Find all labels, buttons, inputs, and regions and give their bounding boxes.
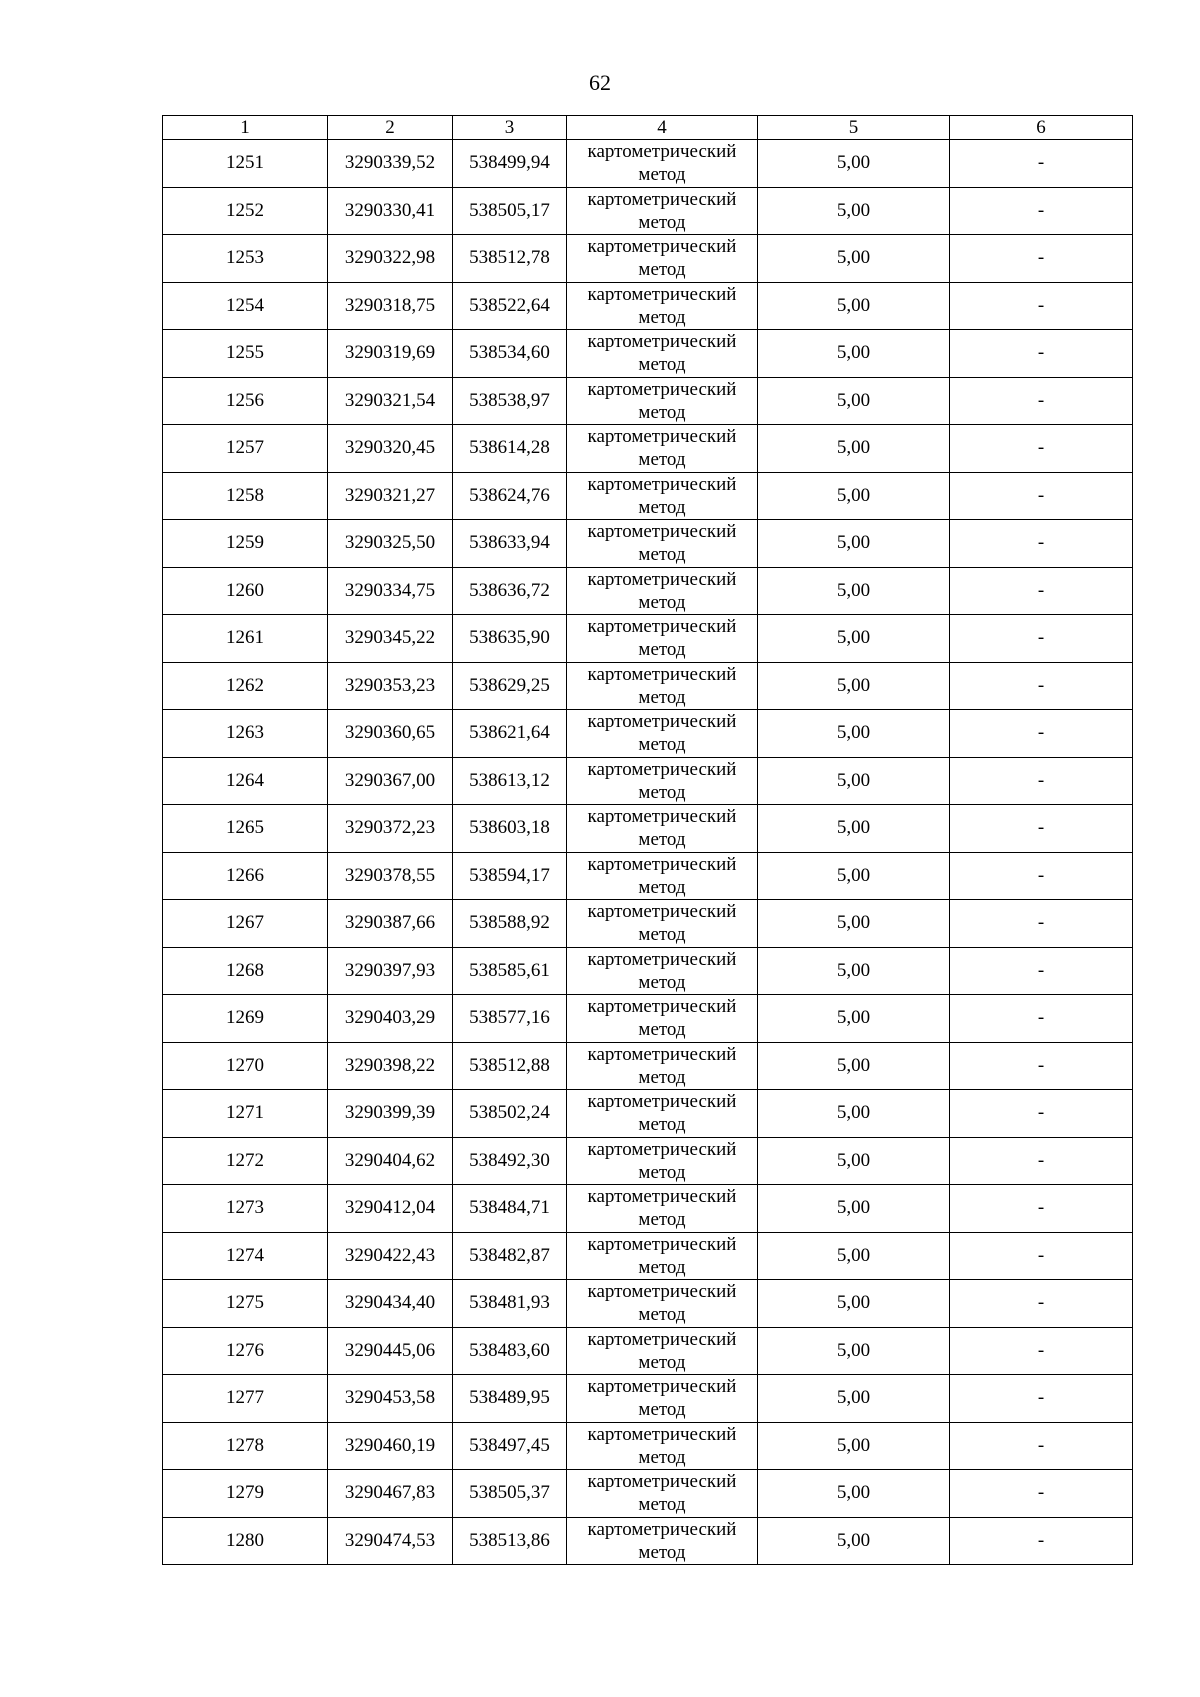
cell-note: - bbox=[950, 1375, 1133, 1423]
table-row bbox=[163, 710, 1133, 758]
table-row bbox=[163, 1042, 1133, 1090]
cell-point-number: 1260 bbox=[163, 567, 328, 615]
cell-coordinate-x: 3290378,55 bbox=[328, 852, 453, 900]
cell-point-number: 1257 bbox=[163, 425, 328, 473]
cell-note: - bbox=[950, 187, 1133, 235]
cell-method bbox=[567, 187, 758, 235]
cell-accuracy: 5,00 bbox=[758, 567, 950, 615]
cell-note: - bbox=[950, 852, 1133, 900]
method-line-1: картометрический bbox=[587, 236, 737, 258]
cell-method bbox=[567, 757, 758, 805]
method-line-2: метод bbox=[638, 1209, 686, 1231]
cell-note: - bbox=[950, 757, 1133, 805]
method-line-1: картометрический bbox=[587, 283, 737, 305]
cell-method bbox=[567, 1327, 758, 1375]
method-line-1: картометрический bbox=[587, 1233, 737, 1255]
cell-note: - bbox=[950, 425, 1133, 473]
cell-method bbox=[567, 425, 758, 473]
cell-method bbox=[567, 1517, 758, 1565]
method-line-1: картометрический bbox=[587, 521, 737, 543]
method-line-2: метод bbox=[638, 496, 686, 518]
table-row bbox=[163, 1470, 1133, 1518]
cell-coordinate-y: 538502,24 bbox=[453, 1090, 567, 1138]
cell-point-number: 1253 bbox=[163, 235, 328, 283]
cell-method bbox=[567, 330, 758, 378]
cell-accuracy: 5,00 bbox=[758, 1375, 950, 1423]
method-line-2: метод bbox=[638, 259, 686, 281]
cell-point-number: 1272 bbox=[163, 1137, 328, 1185]
cell-coordinate-x: 3290412,04 bbox=[328, 1185, 453, 1233]
cell-note: - bbox=[950, 1517, 1133, 1565]
cell-note: - bbox=[950, 1042, 1133, 1090]
cell-accuracy: 5,00 bbox=[758, 995, 950, 1043]
table-row bbox=[163, 805, 1133, 853]
method-line-2: метод bbox=[638, 1399, 686, 1421]
method-line-2: метод bbox=[638, 1066, 686, 1088]
table-row bbox=[163, 282, 1133, 330]
cell-point-number: 1256 bbox=[163, 377, 328, 425]
table-row bbox=[163, 1232, 1133, 1280]
cell-note: - bbox=[950, 1327, 1133, 1375]
cell-method bbox=[567, 1422, 758, 1470]
method-line-1: картометрический bbox=[587, 901, 737, 923]
cell-coordinate-y: 538538,97 bbox=[453, 377, 567, 425]
cell-note: - bbox=[950, 1470, 1133, 1518]
cell-accuracy: 5,00 bbox=[758, 187, 950, 235]
cell-point-number: 1268 bbox=[163, 947, 328, 995]
cell-note: - bbox=[950, 710, 1133, 758]
cell-coordinate-y: 538594,17 bbox=[453, 852, 567, 900]
method-line-2: метод bbox=[638, 1114, 686, 1136]
cell-method bbox=[567, 1185, 758, 1233]
table-row bbox=[163, 662, 1133, 710]
method-line-2: метод bbox=[638, 639, 686, 661]
cell-coordinate-x: 3290467,83 bbox=[328, 1470, 453, 1518]
cell-point-number: 1265 bbox=[163, 805, 328, 853]
cell-point-number: 1267 bbox=[163, 900, 328, 948]
method-line-2: метод bbox=[638, 449, 686, 471]
cell-coordinate-y: 538633,94 bbox=[453, 520, 567, 568]
method-line-1: картометрический bbox=[587, 1518, 737, 1540]
cell-coordinate-y: 538505,37 bbox=[453, 1470, 567, 1518]
method-line-2: метод bbox=[638, 591, 686, 613]
table-row bbox=[163, 995, 1133, 1043]
method-line-1: картометрический bbox=[587, 1186, 737, 1208]
table-row bbox=[163, 1375, 1133, 1423]
cell-point-number: 1273 bbox=[163, 1185, 328, 1233]
cell-accuracy: 5,00 bbox=[758, 900, 950, 948]
cell-coordinate-x: 3290353,23 bbox=[328, 662, 453, 710]
cell-point-number: 1278 bbox=[163, 1422, 328, 1470]
method-line-2: метод bbox=[638, 1446, 686, 1468]
cell-coordinate-x: 3290404,62 bbox=[328, 1137, 453, 1185]
table-row bbox=[163, 520, 1133, 568]
cell-point-number: 1263 bbox=[163, 710, 328, 758]
cell-accuracy: 5,00 bbox=[758, 425, 950, 473]
cell-accuracy: 5,00 bbox=[758, 282, 950, 330]
cell-coordinate-y: 538603,18 bbox=[453, 805, 567, 853]
method-line-1: картометрический bbox=[587, 331, 737, 353]
cell-coordinate-y: 538497,45 bbox=[453, 1422, 567, 1470]
cell-accuracy: 5,00 bbox=[758, 1280, 950, 1328]
cell-coordinate-y: 538577,16 bbox=[453, 995, 567, 1043]
table-row bbox=[163, 1185, 1133, 1233]
cell-coordinate-x: 3290453,58 bbox=[328, 1375, 453, 1423]
method-line-2: метод bbox=[638, 734, 686, 756]
cell-note: - bbox=[950, 567, 1133, 615]
cell-method bbox=[567, 520, 758, 568]
cell-point-number: 1255 bbox=[163, 330, 328, 378]
cell-coordinate-y: 538484,71 bbox=[453, 1185, 567, 1233]
method-line-1: картометрический bbox=[587, 141, 737, 163]
cell-coordinate-x: 3290445,06 bbox=[328, 1327, 453, 1375]
cell-note: - bbox=[950, 1422, 1133, 1470]
cell-point-number: 1264 bbox=[163, 757, 328, 805]
cell-accuracy: 5,00 bbox=[758, 1470, 950, 1518]
table-row bbox=[163, 1137, 1133, 1185]
table-row bbox=[163, 1090, 1133, 1138]
table-row bbox=[163, 330, 1133, 378]
cell-coordinate-y: 538483,60 bbox=[453, 1327, 567, 1375]
method-line-1: картометрический bbox=[587, 853, 737, 875]
method-line-1: картометрический bbox=[587, 996, 737, 1018]
method-line-1: картометрический bbox=[587, 758, 737, 780]
table-row bbox=[163, 1517, 1133, 1565]
cell-coordinate-x: 3290325,50 bbox=[328, 520, 453, 568]
cell-method bbox=[567, 1375, 758, 1423]
cell-coordinate-y: 538505,17 bbox=[453, 187, 567, 235]
method-line-1: картометрический bbox=[587, 1138, 737, 1160]
cell-method bbox=[567, 852, 758, 900]
table-row bbox=[163, 615, 1133, 663]
cell-accuracy: 5,00 bbox=[758, 852, 950, 900]
header-col-1: 1 bbox=[163, 116, 328, 140]
cell-coordinate-y: 538512,78 bbox=[453, 235, 567, 283]
cell-note: - bbox=[950, 377, 1133, 425]
cell-note: - bbox=[950, 1090, 1133, 1138]
cell-accuracy: 5,00 bbox=[758, 1137, 950, 1185]
cell-method bbox=[567, 662, 758, 710]
method-line-2: метод bbox=[638, 1019, 686, 1041]
table-row bbox=[163, 900, 1133, 948]
cell-accuracy: 5,00 bbox=[758, 140, 950, 188]
method-line-1: картометрический bbox=[587, 426, 737, 448]
cell-note: - bbox=[950, 140, 1133, 188]
method-line-2: метод bbox=[638, 211, 686, 233]
cell-accuracy: 5,00 bbox=[758, 1185, 950, 1233]
cell-accuracy: 5,00 bbox=[758, 947, 950, 995]
cell-accuracy: 5,00 bbox=[758, 615, 950, 663]
table-row bbox=[163, 187, 1133, 235]
cell-coordinate-y: 538482,87 bbox=[453, 1232, 567, 1280]
table-row bbox=[163, 757, 1133, 805]
cell-point-number: 1251 bbox=[163, 140, 328, 188]
method-line-1: картометрический bbox=[587, 1376, 737, 1398]
cell-coordinate-y: 538489,95 bbox=[453, 1375, 567, 1423]
header-col-3: 3 bbox=[453, 116, 567, 140]
method-line-2: метод bbox=[638, 544, 686, 566]
method-line-1: картометрический bbox=[587, 568, 737, 590]
cell-point-number: 1276 bbox=[163, 1327, 328, 1375]
method-line-1: картометрический bbox=[587, 1471, 737, 1493]
cell-point-number: 1280 bbox=[163, 1517, 328, 1565]
table-row bbox=[163, 472, 1133, 520]
cell-method bbox=[567, 947, 758, 995]
table-row bbox=[163, 567, 1133, 615]
method-line-1: картометрический bbox=[587, 616, 737, 638]
cell-coordinate-y: 538624,76 bbox=[453, 472, 567, 520]
cell-method bbox=[567, 1042, 758, 1090]
method-line-1: картометрический bbox=[587, 1281, 737, 1303]
header-col-5: 5 bbox=[758, 116, 950, 140]
page-number: 62 bbox=[589, 70, 611, 95]
cell-coordinate-x: 3290422,43 bbox=[328, 1232, 453, 1280]
cell-coordinate-y: 538621,64 bbox=[453, 710, 567, 758]
cell-point-number: 1254 bbox=[163, 282, 328, 330]
method-line-1: картометрический bbox=[587, 1043, 737, 1065]
cell-coordinate-y: 538492,30 bbox=[453, 1137, 567, 1185]
method-line-2: метод bbox=[638, 1494, 686, 1516]
cell-accuracy: 5,00 bbox=[758, 1042, 950, 1090]
table-row bbox=[163, 235, 1133, 283]
cell-accuracy: 5,00 bbox=[758, 1232, 950, 1280]
method-line-2: метод bbox=[638, 1304, 686, 1326]
cell-coordinate-y: 538534,60 bbox=[453, 330, 567, 378]
cell-point-number: 1261 bbox=[163, 615, 328, 663]
table-row bbox=[163, 1327, 1133, 1375]
cell-coordinate-x: 3290367,00 bbox=[328, 757, 453, 805]
cell-method bbox=[567, 472, 758, 520]
cell-coordinate-x: 3290345,22 bbox=[328, 615, 453, 663]
cell-accuracy: 5,00 bbox=[758, 1422, 950, 1470]
cell-point-number: 1277 bbox=[163, 1375, 328, 1423]
cell-coordinate-y: 538481,93 bbox=[453, 1280, 567, 1328]
cell-coordinate-x: 3290319,69 bbox=[328, 330, 453, 378]
cell-note: - bbox=[950, 235, 1133, 283]
method-line-2: метод bbox=[638, 781, 686, 803]
cell-point-number: 1262 bbox=[163, 662, 328, 710]
table-row bbox=[163, 852, 1133, 900]
table-row bbox=[163, 140, 1133, 188]
cell-point-number: 1252 bbox=[163, 187, 328, 235]
cell-note: - bbox=[950, 330, 1133, 378]
cell-coordinate-x: 3290322,98 bbox=[328, 235, 453, 283]
cell-point-number: 1271 bbox=[163, 1090, 328, 1138]
method-line-2: метод bbox=[638, 971, 686, 993]
method-line-2: метод bbox=[638, 686, 686, 708]
cell-coordinate-y: 538614,28 bbox=[453, 425, 567, 473]
cell-accuracy: 5,00 bbox=[758, 520, 950, 568]
cell-note: - bbox=[950, 1137, 1133, 1185]
cell-coordinate-x: 3290403,29 bbox=[328, 995, 453, 1043]
cell-coordinate-x: 3290397,93 bbox=[328, 947, 453, 995]
cell-accuracy: 5,00 bbox=[758, 377, 950, 425]
cell-coordinate-x: 3290372,23 bbox=[328, 805, 453, 853]
method-line-1: картометрический bbox=[587, 663, 737, 685]
header-col-6: 6 bbox=[950, 116, 1133, 140]
cell-coordinate-y: 538636,72 bbox=[453, 567, 567, 615]
cell-coordinate-y: 538522,64 bbox=[453, 282, 567, 330]
cell-point-number: 1274 bbox=[163, 1232, 328, 1280]
cell-coordinate-x: 3290318,75 bbox=[328, 282, 453, 330]
cell-coordinate-x: 3290460,19 bbox=[328, 1422, 453, 1470]
method-line-2: метод bbox=[638, 924, 686, 946]
table-row bbox=[163, 377, 1133, 425]
cell-note: - bbox=[950, 472, 1133, 520]
cell-point-number: 1259 bbox=[163, 520, 328, 568]
cell-accuracy: 5,00 bbox=[758, 805, 950, 853]
table-row bbox=[163, 1280, 1133, 1328]
cell-coordinate-x: 3290321,27 bbox=[328, 472, 453, 520]
cell-method bbox=[567, 615, 758, 663]
cell-coordinate-x: 3290360,65 bbox=[328, 710, 453, 758]
header-row bbox=[163, 116, 1133, 140]
cell-note: - bbox=[950, 805, 1133, 853]
cell-coordinate-x: 3290434,40 bbox=[328, 1280, 453, 1328]
cell-point-number: 1275 bbox=[163, 1280, 328, 1328]
cell-method bbox=[567, 235, 758, 283]
method-line-2: метод bbox=[638, 1351, 686, 1373]
cell-coordinate-y: 538499,94 bbox=[453, 140, 567, 188]
cell-method bbox=[567, 567, 758, 615]
table-row bbox=[163, 425, 1133, 473]
coordinates-table bbox=[162, 115, 1133, 1565]
cell-note: - bbox=[950, 1280, 1133, 1328]
cell-method bbox=[567, 282, 758, 330]
cell-note: - bbox=[950, 615, 1133, 663]
cell-coordinate-y: 538512,88 bbox=[453, 1042, 567, 1090]
cell-accuracy: 5,00 bbox=[758, 757, 950, 805]
cell-coordinate-y: 538629,25 bbox=[453, 662, 567, 710]
cell-coordinate-x: 3290398,22 bbox=[328, 1042, 453, 1090]
table-body bbox=[163, 140, 1133, 1565]
cell-coordinate-y: 538588,92 bbox=[453, 900, 567, 948]
table-row bbox=[163, 1422, 1133, 1470]
cell-note: - bbox=[950, 520, 1133, 568]
cell-coordinate-x: 3290321,54 bbox=[328, 377, 453, 425]
cell-note: - bbox=[950, 662, 1133, 710]
cell-method bbox=[567, 1090, 758, 1138]
cell-coordinate-y: 538613,12 bbox=[453, 757, 567, 805]
method-line-1: картометрический bbox=[587, 473, 737, 495]
cell-coordinate-x: 3290334,75 bbox=[328, 567, 453, 615]
cell-method bbox=[567, 805, 758, 853]
method-line-1: картометрический bbox=[587, 806, 737, 828]
cell-method bbox=[567, 1470, 758, 1518]
method-line-2: метод bbox=[638, 164, 686, 186]
header-col-4: 4 bbox=[567, 116, 758, 140]
cell-note: - bbox=[950, 282, 1133, 330]
method-line-2: метод bbox=[638, 876, 686, 898]
method-line-2: метод bbox=[638, 1161, 686, 1183]
method-line-2: метод bbox=[638, 354, 686, 376]
method-line-1: картометрический bbox=[587, 188, 737, 210]
cell-coordinate-y: 538585,61 bbox=[453, 947, 567, 995]
cell-coordinate-y: 538513,86 bbox=[453, 1517, 567, 1565]
cell-method bbox=[567, 710, 758, 758]
cell-accuracy: 5,00 bbox=[758, 1517, 950, 1565]
cell-note: - bbox=[950, 900, 1133, 948]
cell-coordinate-x: 3290399,39 bbox=[328, 1090, 453, 1138]
cell-method bbox=[567, 1280, 758, 1328]
cell-coordinate-y: 538635,90 bbox=[453, 615, 567, 663]
cell-note: - bbox=[950, 995, 1133, 1043]
cell-accuracy: 5,00 bbox=[758, 662, 950, 710]
method-line-2: метод bbox=[638, 1256, 686, 1278]
method-line-2: метод bbox=[638, 829, 686, 851]
cell-coordinate-x: 3290330,41 bbox=[328, 187, 453, 235]
method-line-1: картометрический bbox=[587, 711, 737, 733]
cell-method bbox=[567, 995, 758, 1043]
method-line-2: метод bbox=[638, 1541, 686, 1563]
cell-accuracy: 5,00 bbox=[758, 710, 950, 758]
method-line-1: картометрический bbox=[587, 1328, 737, 1350]
cell-method bbox=[567, 1137, 758, 1185]
header-col-2: 2 bbox=[328, 116, 453, 140]
cell-point-number: 1279 bbox=[163, 1470, 328, 1518]
cell-method bbox=[567, 900, 758, 948]
cell-coordinate-x: 3290387,66 bbox=[328, 900, 453, 948]
method-line-1: картометрический bbox=[587, 378, 737, 400]
cell-point-number: 1258 bbox=[163, 472, 328, 520]
table-header bbox=[163, 116, 1133, 140]
method-line-2: метод bbox=[638, 401, 686, 423]
cell-coordinate-x: 3290339,52 bbox=[328, 140, 453, 188]
cell-note: - bbox=[950, 1185, 1133, 1233]
table-row bbox=[163, 947, 1133, 995]
method-line-1: картометрический bbox=[587, 1091, 737, 1113]
cell-accuracy: 5,00 bbox=[758, 1090, 950, 1138]
cell-accuracy: 5,00 bbox=[758, 1327, 950, 1375]
cell-method bbox=[567, 377, 758, 425]
cell-coordinate-x: 3290320,45 bbox=[328, 425, 453, 473]
cell-method bbox=[567, 140, 758, 188]
cell-method bbox=[567, 1232, 758, 1280]
method-line-2: метод bbox=[638, 306, 686, 328]
cell-point-number: 1269 bbox=[163, 995, 328, 1043]
method-line-1: картометрический bbox=[587, 1423, 737, 1445]
method-line-1: картометрический bbox=[587, 948, 737, 970]
cell-point-number: 1270 bbox=[163, 1042, 328, 1090]
cell-coordinate-x: 3290474,53 bbox=[328, 1517, 453, 1565]
cell-accuracy: 5,00 bbox=[758, 330, 950, 378]
cell-note: - bbox=[950, 1232, 1133, 1280]
cell-point-number: 1266 bbox=[163, 852, 328, 900]
cell-accuracy: 5,00 bbox=[758, 472, 950, 520]
cell-note: - bbox=[950, 947, 1133, 995]
cell-accuracy: 5,00 bbox=[758, 235, 950, 283]
